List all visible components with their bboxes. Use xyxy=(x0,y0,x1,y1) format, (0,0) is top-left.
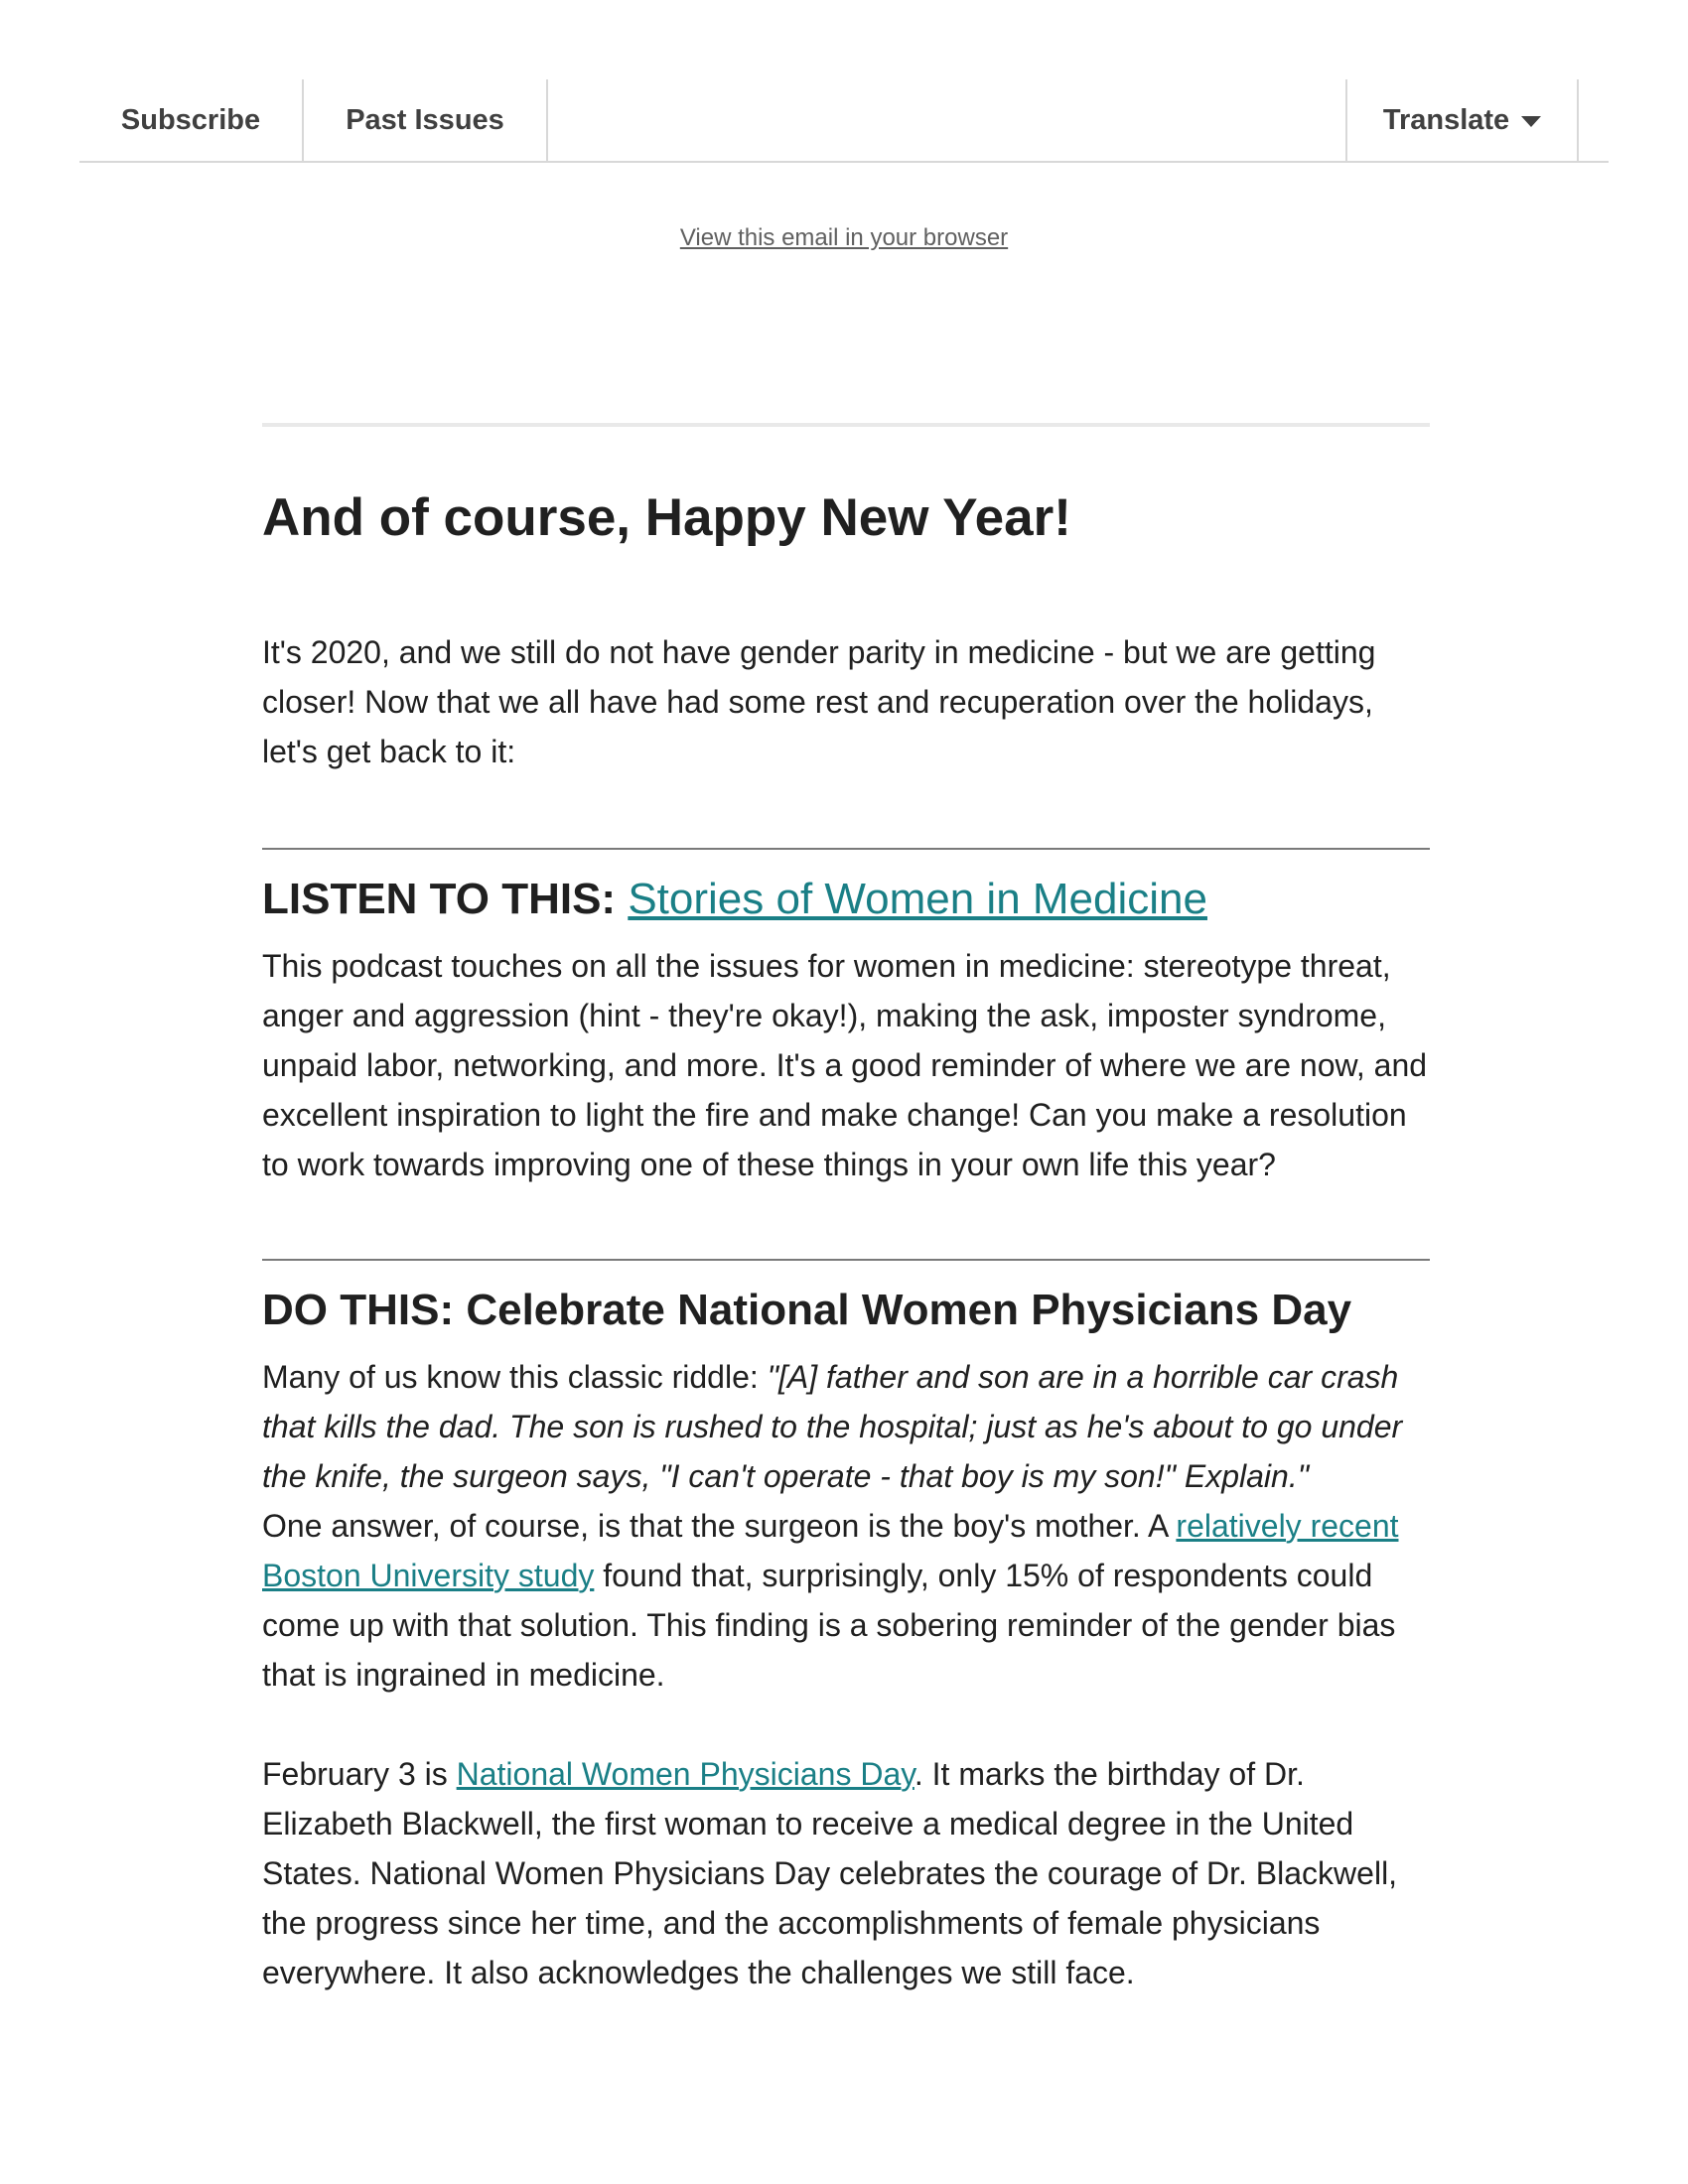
translate-label: Translate xyxy=(1382,103,1510,136)
podcast-link[interactable]: Stories of Women in Medicine xyxy=(628,874,1207,923)
riddle-intro: Many of us know this classic riddle: xyxy=(262,1358,768,1395)
day-text-after: . It marks the birthday of Dr. Elizabeth Blackwell, the first woman to receive a medical degree in the United States. National Women Physicians Day celebrates the courage of Dr. Blackwell, the progress since her time, and the accomplishments of female physicians everywhere. It also acknowledges the challenges we still face. xyxy=(262,1755,1398,1990)
page-title: And of course, Happy New Year! xyxy=(262,488,1071,547)
day-text-before: February 3 is xyxy=(262,1755,457,1792)
subscribe-label: Subscribe xyxy=(120,103,261,136)
answer-text-after: found that, surprisingly, only 15% of respondents could come up with that solution. This finding is a sobering reminder of the gender bias that is ingrained in medicine. xyxy=(262,1557,1396,1693)
physicians-day-link[interactable]: National Women Physicians Day xyxy=(456,1755,914,1792)
translate-dropdown[interactable] xyxy=(1345,79,1579,161)
subscribe-link[interactable] xyxy=(79,79,304,161)
intro-paragraph: It's 2020, and we still do not have gender parity in medicine - but we are getting closer! Now that we all have had some rest and recuperation over the holidays, let's get back to it: xyxy=(262,633,1376,769)
riddle-paragraph xyxy=(262,1352,1430,1700)
listen-heading xyxy=(262,870,1430,929)
email-content xyxy=(262,423,1430,1997)
section-divider xyxy=(262,1259,1430,1261)
study-link[interactable]: relatively recent Boston University study xyxy=(262,1507,1399,1593)
do-heading: DO THIS: Celebrate National Women Physicians Day xyxy=(262,1285,1352,1334)
top-divider xyxy=(262,423,1430,427)
section-divider xyxy=(262,848,1430,850)
top-nav-bar xyxy=(79,79,1609,163)
past-issues-label: Past Issues xyxy=(346,103,504,136)
riddle-quote: "[A] father and son are in a horrible car crash that kills the dad. The son is rushed to the hospital; just as he's about to go under the knife, the surgeon says, "I can't operate - that boy is my son!" Explain." xyxy=(262,1358,1403,1494)
view-in-browser-row xyxy=(0,224,1688,252)
past-issues-link[interactable] xyxy=(304,79,548,161)
view-in-browser-link[interactable]: View this email in your browser xyxy=(679,224,1009,251)
chevron-down-icon xyxy=(1521,116,1541,127)
answer-text-before: One answer, of course, is that the surgeon is the boy's mother. A xyxy=(262,1507,1177,1544)
listen-heading-prefix: LISTEN TO THIS: xyxy=(262,874,629,923)
listen-body: This podcast touches on all the issues for women in medicine: stereotype threat, anger and aggression (hint - they're okay!), making the ask, imposter syndrome, unpaid labor, networking, and more. It's a good reminder of where we are now, and excellent inspiration to light the fire and make change! Can you make a resolution to work towards improving one of these things in your own life this year? xyxy=(262,947,1428,1182)
physicians-day-paragraph xyxy=(262,1749,1430,1997)
